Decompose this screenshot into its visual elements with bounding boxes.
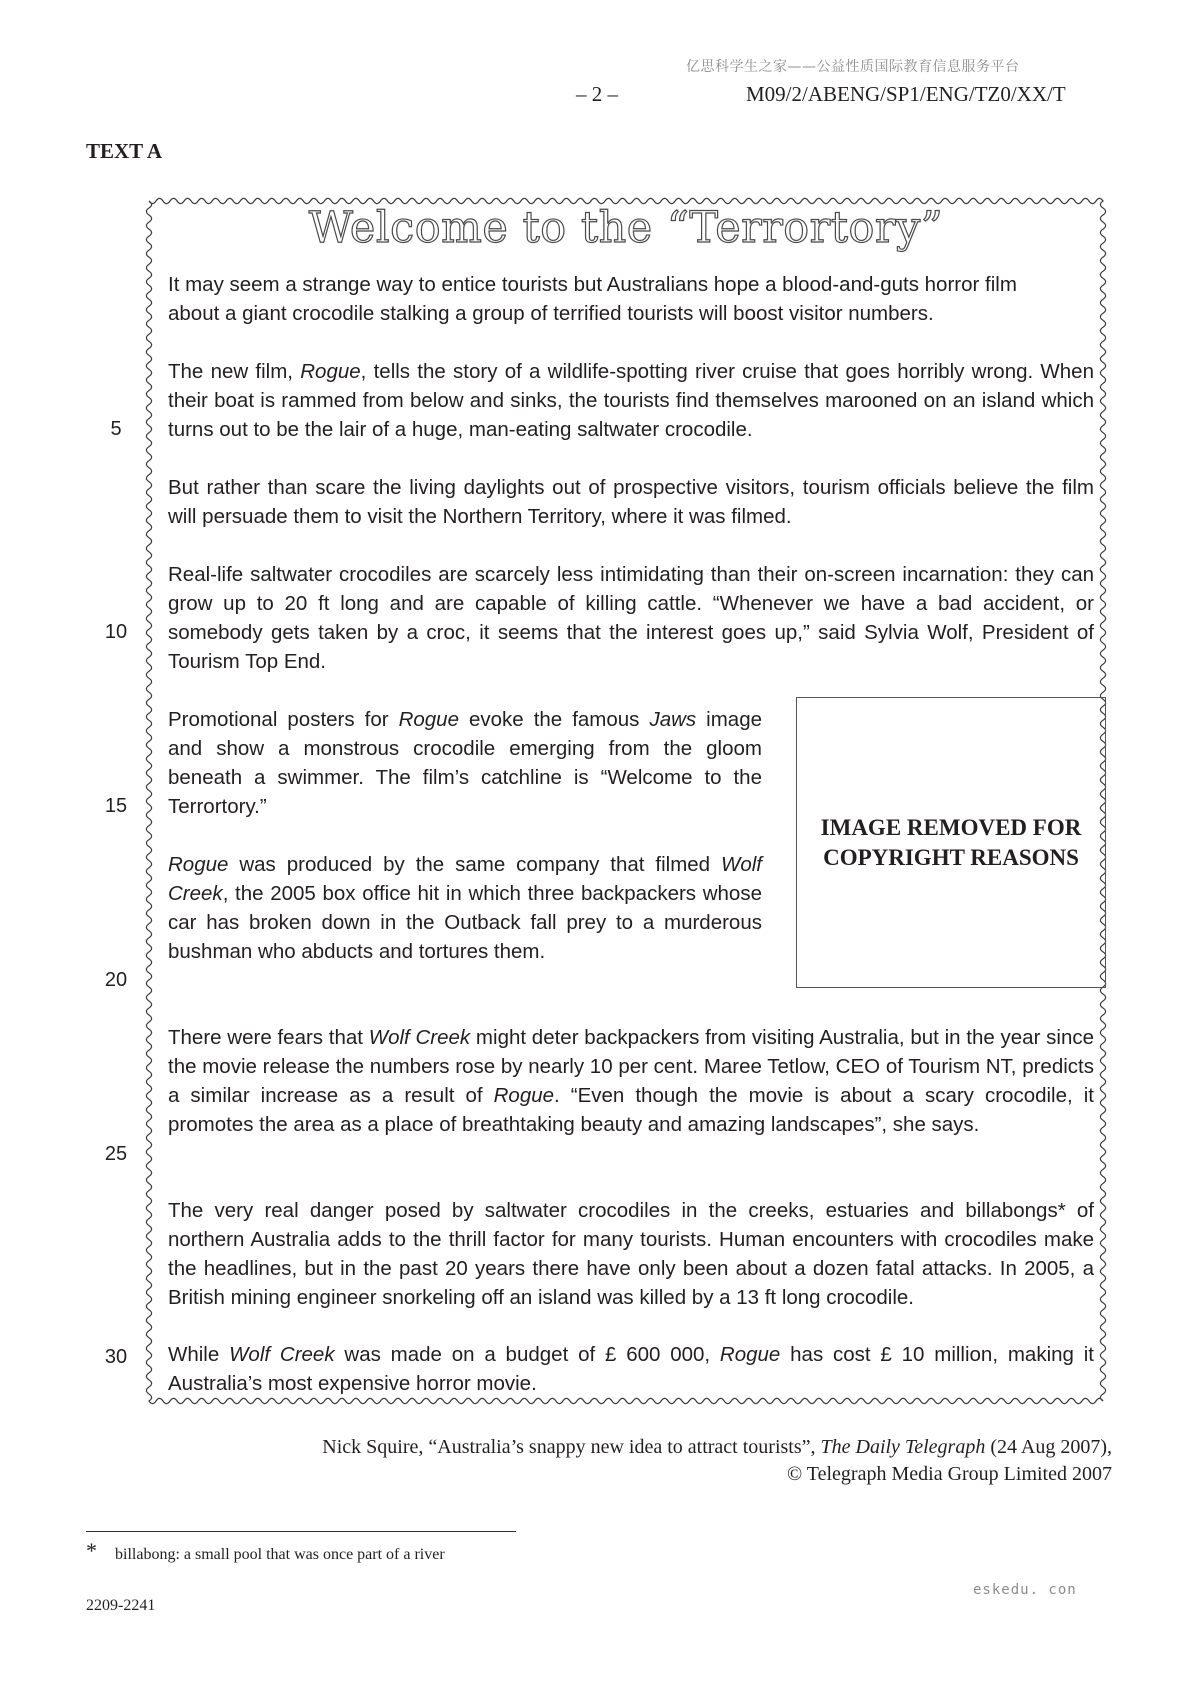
paragraph-9: While Wolf Creek was made on a budget of £ 600 000, Rogue has cost £ 10 million, making it Australia’s most expensive horror movie. [168, 1343, 1094, 1395]
citation-line-1: Nick Squire, “Australia’s snappy new idea to attract tourists”, The Daily Telegraph (24 Aug 2007), [322, 1436, 1112, 1458]
footnote-marker: * [86, 1538, 97, 1563]
line-number: 25 [104, 1143, 128, 1165]
film-title-wolf-creek: Wolf Creek [368, 1026, 471, 1049]
page-number: – 2 – [576, 82, 618, 106]
film-title-rogue: Rogue [300, 360, 361, 383]
paragraph-8: The very real danger posed by saltwater crocodiles in the creeks, estuaries and billabongs* of northern Australia adds to the thrill factor for many tourists. Human encounters with crocodiles make the headlines, but in the past 20 years there have only been about a dozen fatal attacks. In 2005, a British mining engineer snorkeling off an island was killed by a 13 ft long crocodile. [168, 1199, 1094, 1309]
paragraph-5: Promotional posters for Rogue evoke the famous Jaws image and show a monstrous crocodile emerging from the gloom beneath a swimmer. The film’s catchline is “Welcome to the Terrortory.” [168, 708, 762, 818]
line-number: 30 [104, 1346, 128, 1368]
film-title-rogue: Rogue [493, 1084, 555, 1107]
paragraph-1 [168, 270, 1094, 328]
paragraph-1-line-1: It may seem a strange way to entice tourists but Australians hope a blood-and-guts horror film [168, 273, 1017, 296]
line-number: 15 [104, 795, 128, 817]
paragraph-7: There were fears that Wolf Creek might deter backpackers from visiting Australia, but in the year since the movie release the numbers rose by nearly 10 per cent. Maree Tetlow, CEO of Tourism NT, predicts a similar increase as a result of Rogue. “Even though the movie is about a scary crocodile, it promotes the area as a place of breathtaking beauty and amazing landscapes”, she says. [168, 1026, 1094, 1136]
publication-name: The Daily Telegraph [820, 1436, 986, 1458]
document-code: 2209-2241 [86, 1597, 156, 1614]
line-number: 5 [110, 418, 122, 440]
line-number: 10 [104, 621, 128, 643]
paragraph-1-line-2: about a giant crocodile stalking a group of terrified tourists will boost visitor numbers. [168, 302, 934, 325]
film-title-wolf-creek: Wolf Creek [229, 1343, 335, 1366]
paragraph-6: Rogue was produced by the same company that filmed Wolf Creek, the 2005 box office hit in which three backpackers whose car has broken down in the Outback fall prey to a murderous bushman who abducts and tortures them. [168, 853, 762, 963]
article-title: Welcome to the “Terrortory” [308, 203, 944, 253]
citation-line-2: © Telegraph Media Group Limited 2007 [786, 1463, 1112, 1485]
film-title-rogue: Rogue [719, 1343, 781, 1366]
footnote-text: billabong: a small pool that was once part of a river [115, 1546, 445, 1563]
paragraph-3: But rather than scare the living daylights out of prospective visitors, tourism officials believe the film will persuade them to visit the Northern Territory, where it was filmed. [168, 476, 1094, 528]
film-title-rogue: Rogue [398, 708, 459, 731]
film-title-wolf-creek: Wolf Creek [168, 853, 762, 905]
image-removed-placeholder [796, 697, 1106, 988]
exam-code: M09/2/ABENG/SP1/ENG/TZ0/XX/T [746, 82, 1066, 106]
paragraph-4: Real-life saltwater crocodiles are scarcely less intimidating than their on-screen incarnation: they can grow up to 20 ft long and are capable of killing cattle. “Whenever we have a bad accident, or somebody gets taken by a croc, it seems that the interest goes up,” said Sylvia Wolf, President of Tourism Top End. [168, 563, 1094, 673]
footnote-divider [86, 1531, 516, 1532]
watermark-bottom: eskedu. con [973, 1582, 1077, 1598]
citation [212, 1434, 1112, 1488]
line-number: 20 [104, 969, 128, 991]
film-title-jaws: Jaws [649, 708, 697, 731]
section-label: TEXT A [86, 139, 163, 163]
watermark-top: 亿思科学生之家——公益性质国际教育信息服务平台 [686, 59, 1020, 75]
image-removed-notice: IMAGE REMOVED FOR COPYRIGHT REASONS [820, 814, 1082, 870]
paragraph-2: The new film, Rogue, tells the story of a wildlife-spotting river cruise that goes horribly wrong. When their boat is rammed from below and sinks, the tourists find themselves marooned on an island which turns out to be the lair of a huge, man-eating saltwater crocodile. [168, 360, 1094, 441]
film-title-rogue: Rogue [168, 853, 229, 876]
